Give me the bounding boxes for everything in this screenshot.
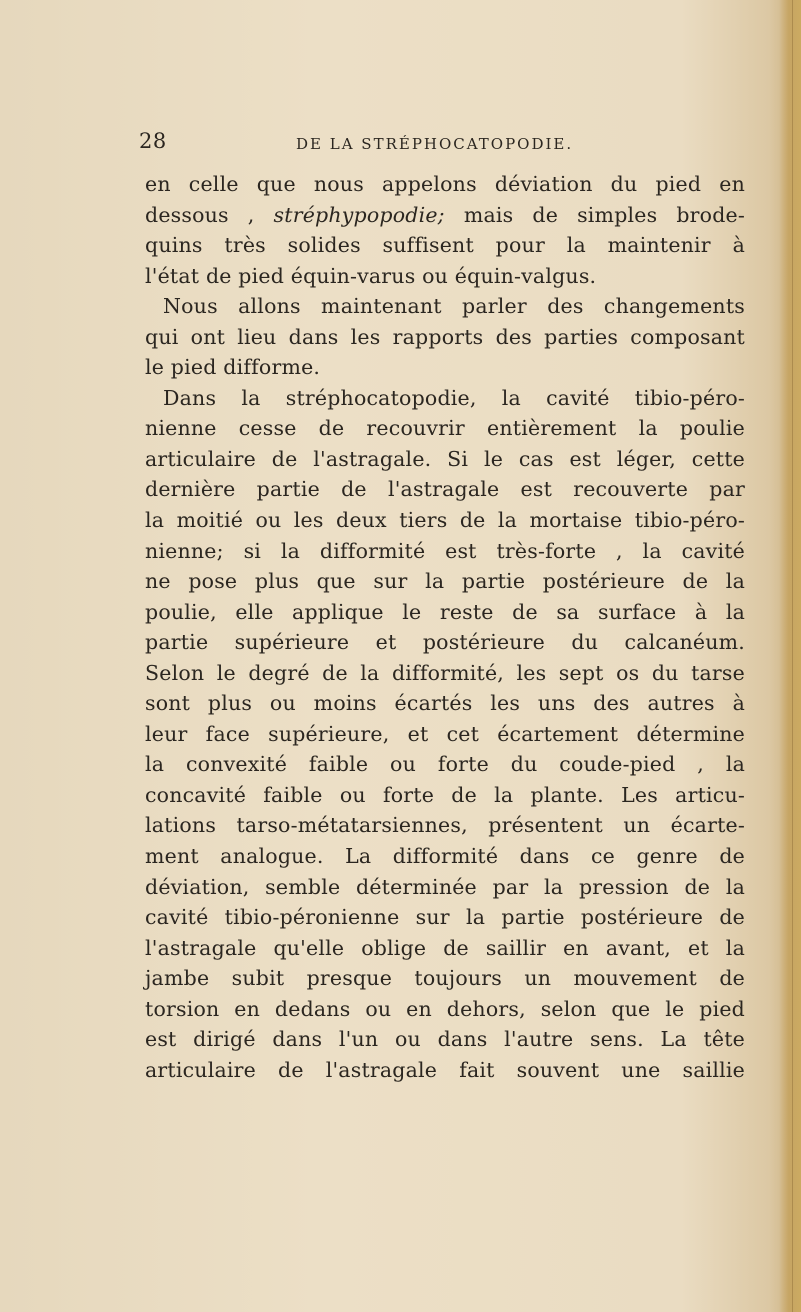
text-line: l'état de pied équin-varus ou équin-valgus. xyxy=(145,263,597,288)
text-line: cavité tibio-péronienne sur la partie postérieure de xyxy=(145,905,745,930)
page-edge-line xyxy=(792,0,793,1312)
text-line: partie supérieure et postérieure du calcanéum. xyxy=(145,630,745,655)
text-line: Selon le degré de la difformité, les sept os du tarse xyxy=(145,660,745,685)
page-edge-shading xyxy=(779,0,801,1312)
text-line: est dirigé dans l'un ou dans l'autre sens. La tête xyxy=(145,1027,745,1052)
text-line: lations tarso-métatarsiennes, présentent un écarte- xyxy=(145,813,745,838)
italic-term: stréphypopodie; xyxy=(273,202,445,227)
text-line: dernière partie de l'astragale est recouverte par xyxy=(145,477,745,502)
text-fragment: mais de simples brode- xyxy=(463,202,745,227)
text-line: ne pose plus que sur la partie postérieure de la xyxy=(145,569,745,594)
text-line xyxy=(145,200,745,231)
text-line: sont plus ou moins écartés les uns des autres à xyxy=(145,691,745,716)
text-line: qui ont lieu dans les rapports des parties composant xyxy=(145,324,745,349)
page-number: 28 xyxy=(139,129,167,153)
text-line: concavité faible ou forte de la plante. Les articu- xyxy=(145,782,745,807)
text-line: la convexité faible ou forte du coude-pied , la xyxy=(145,752,745,777)
text-line: articulaire de l'astragale. Si le cas est léger, cette xyxy=(145,446,745,471)
text-line: Nous allons maintenant parler des changements xyxy=(163,294,745,319)
text-line: poulie, elle applique le reste de sa surface à la xyxy=(145,599,745,624)
text-line: quins très solides suffisent pour la maintenir à xyxy=(145,233,745,258)
text-line: la moitié ou les deux tiers de la mortaise tibio-péro- xyxy=(145,508,745,533)
text-line: ment analogue. La difformité dans ce genre de xyxy=(145,844,745,869)
text-line: nienne; si la difformité est très-forte , la cavité xyxy=(145,538,745,563)
running-head xyxy=(139,129,745,155)
text-line: l'astragale qu'elle oblige de saillir en avant, et la xyxy=(145,935,745,960)
text-line: torsion en dedans ou en dehors, selon que le pied xyxy=(145,996,745,1021)
text-fragment: dessous , xyxy=(145,202,255,227)
text-line: leur face supérieure, et cet écartement détermine xyxy=(145,721,745,746)
running-title: DE LA STRÉPHOCATOPODIE. xyxy=(296,135,574,153)
page-text xyxy=(139,129,745,1085)
text-line: le pied difforme. xyxy=(145,355,321,380)
text-line: Dans la stréphocatopodie, la cavité tibio-péro- xyxy=(163,385,745,410)
text-line: nienne cesse de recouvrir entièrement la poulie xyxy=(145,416,745,441)
text-line: en celle que nous appelons déviation du pied en xyxy=(145,172,745,196)
text-line: déviation, semble déterminée par la pression de la xyxy=(145,874,745,899)
text-line: jambe subit presque toujours un mouvement de xyxy=(145,966,745,991)
text-line: articulaire de l'astragale fait souvent une saillie xyxy=(145,1057,745,1082)
